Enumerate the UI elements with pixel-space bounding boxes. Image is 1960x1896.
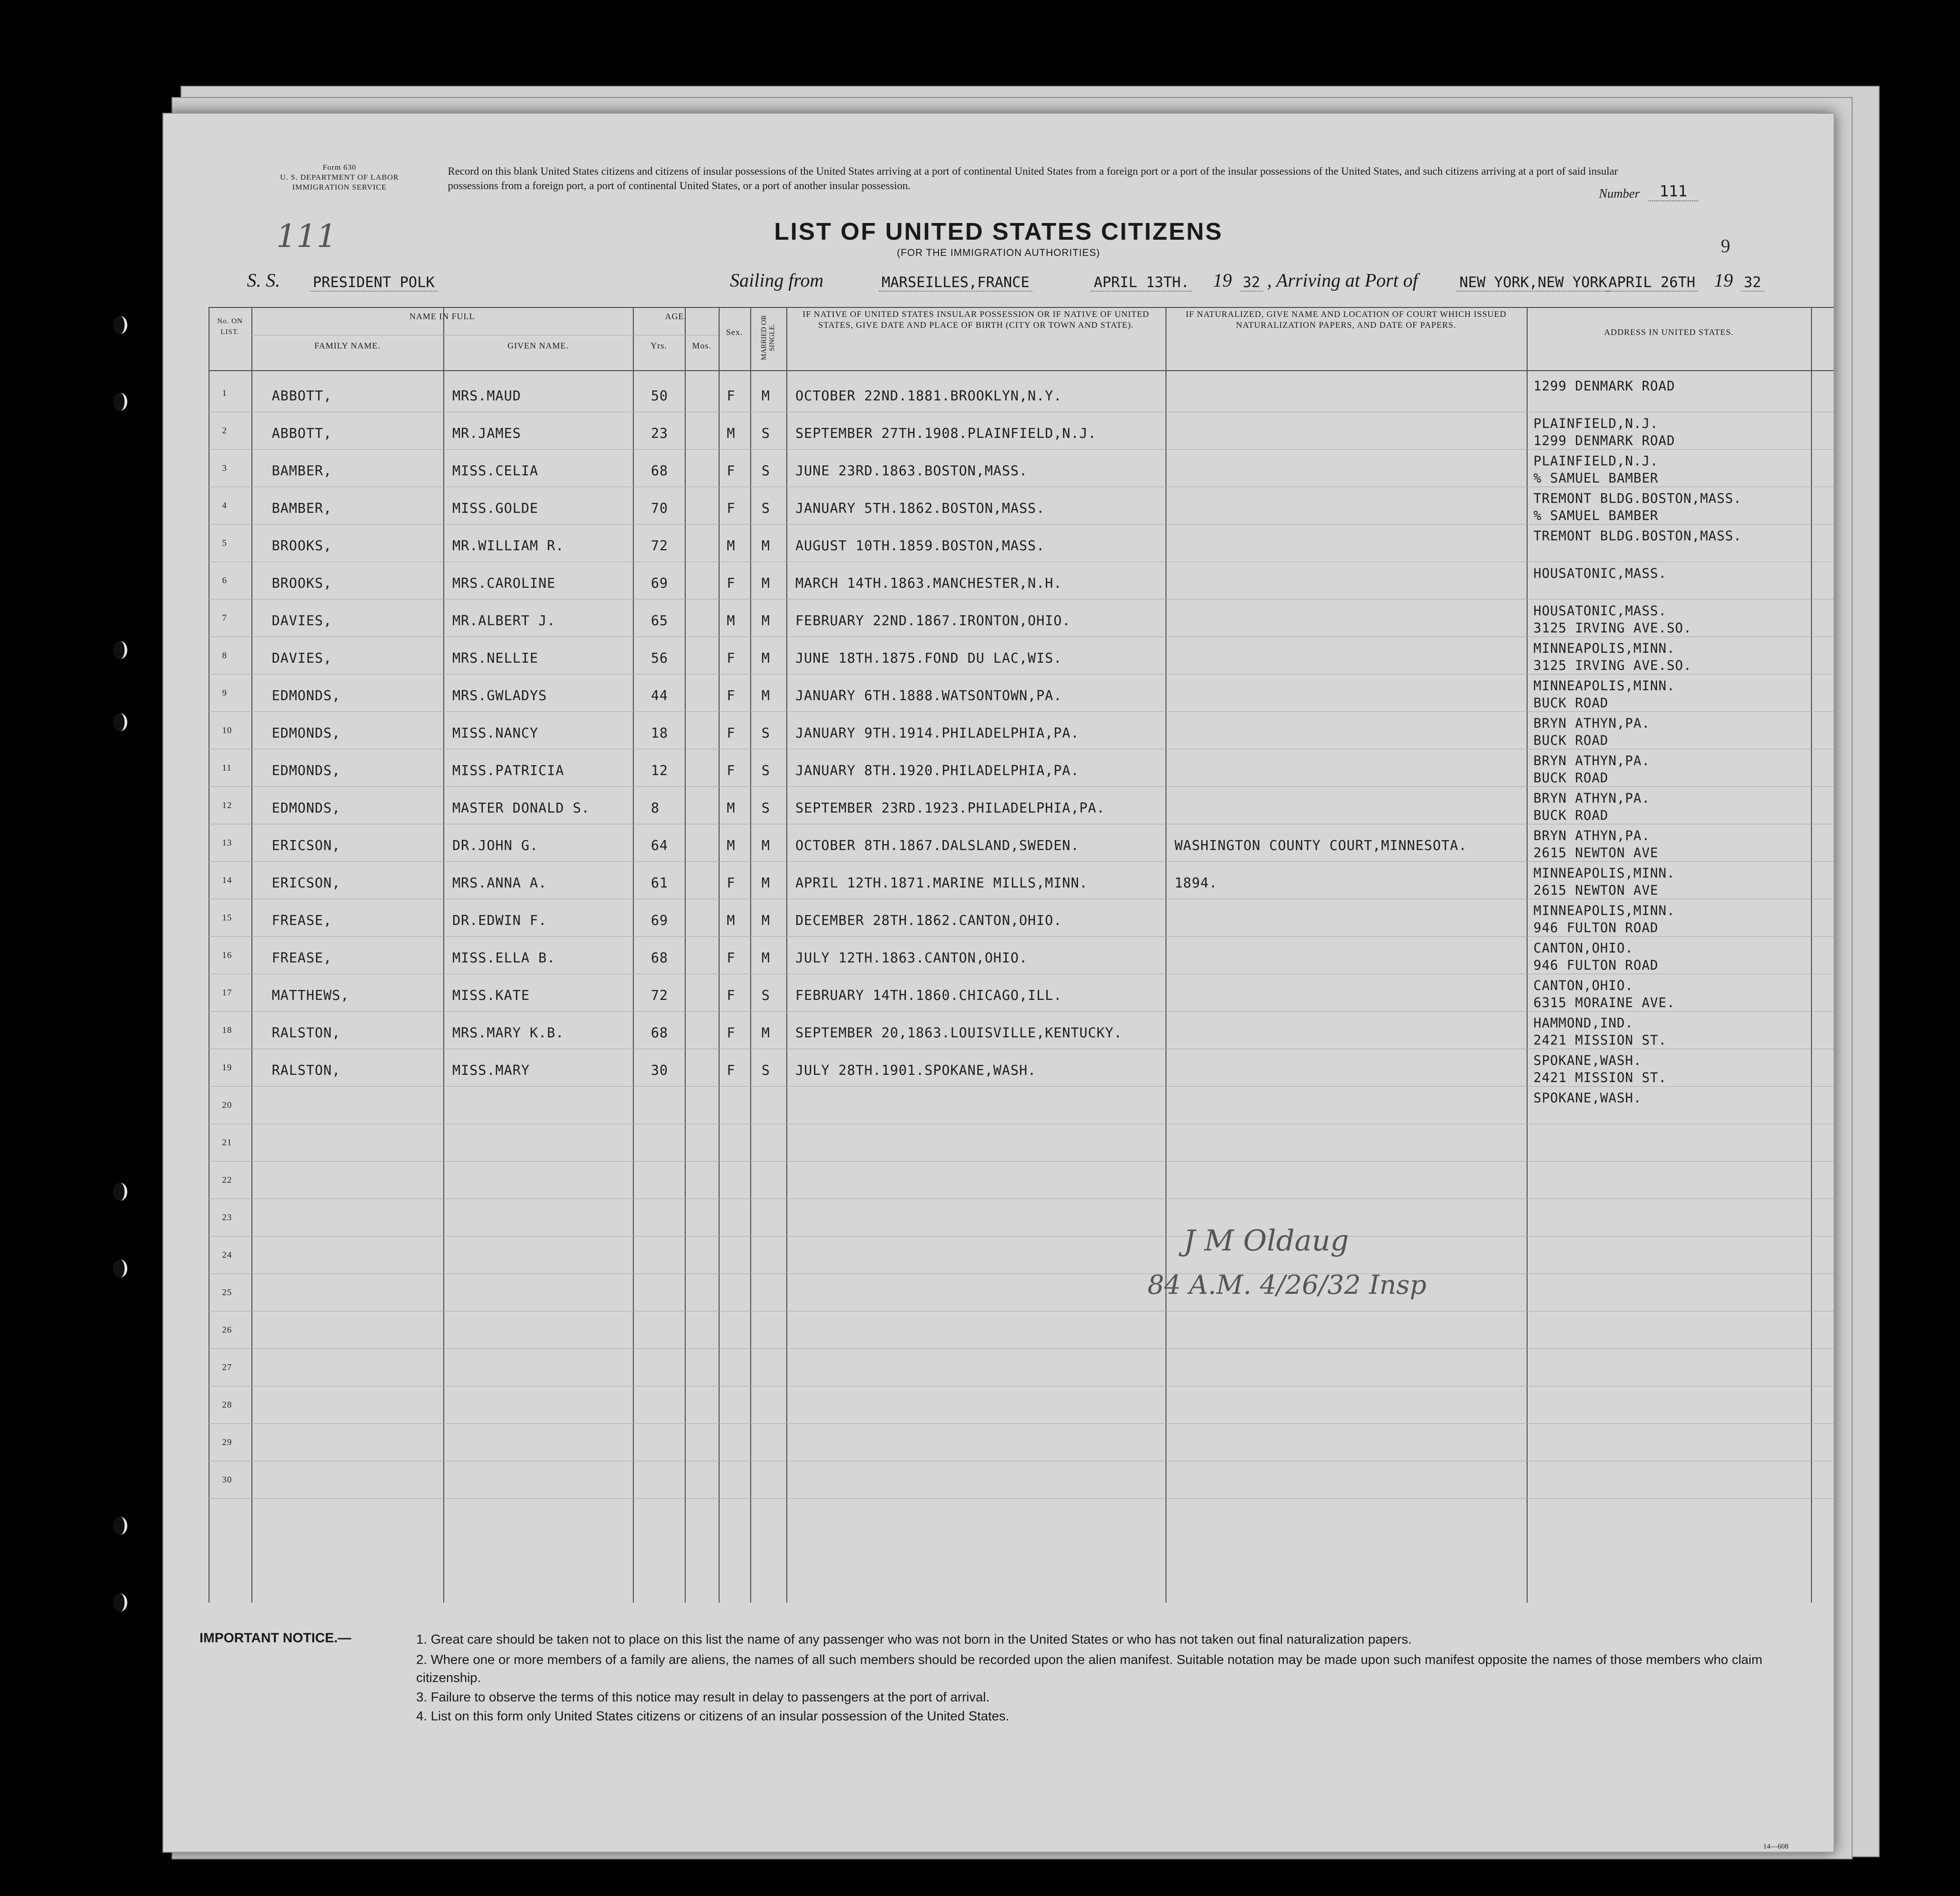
row-number: 24: [222, 1250, 232, 1260]
header-sex: Sex.: [726, 328, 743, 337]
birth-date-place: OCTOBER 22ND.1881.BROOKLYN,N.Y.: [795, 388, 1062, 404]
given-name: MISS.KATE: [452, 988, 530, 1004]
sailing-year: 32: [1240, 274, 1263, 292]
row-number: 20: [222, 1100, 232, 1110]
family-name: EDMONDS,: [272, 725, 341, 741]
address-line: MINNEAPOLIS,MINN.: [1533, 865, 1675, 881]
table-row: [209, 637, 1834, 674]
row-number: 1: [222, 388, 227, 398]
address-line: PLAINFIELD,N.J.: [1533, 453, 1658, 469]
service-name: IMMIGRATION SERVICE: [292, 183, 387, 191]
table-row: [209, 862, 1834, 899]
table-row: [209, 1349, 1834, 1386]
table-row: [209, 1236, 1834, 1274]
given-name: DR.JOHN G.: [452, 838, 539, 854]
given-name: DR.EDWIN F.: [452, 913, 547, 929]
sex: M: [727, 838, 736, 854]
family-name: RALSTON,: [272, 1063, 341, 1078]
family-name: BAMBER,: [272, 463, 332, 479]
birth-date-place: AUGUST 10TH.1859.BOSTON,MASS.: [795, 538, 1045, 554]
birth-date-place: SEPTEMBER 23RD.1923.PHILADELPHIA,PA.: [795, 800, 1105, 816]
address-line: MINNEAPOLIS,MINN.: [1533, 903, 1675, 918]
birth-date-place: OCTOBER 8TH.1867.DALSLAND,SWEDEN.: [795, 838, 1080, 854]
notice-item: 4. List on this form only United States citizens or citizens of an insular possession of the United States.: [416, 1709, 1009, 1724]
address-line: TREMONT BLDG.BOSTON,MASS.: [1533, 528, 1742, 544]
address-line: CANTON,OHIO.: [1533, 978, 1634, 993]
row-number: 28: [222, 1400, 232, 1410]
header-age: AGE.: [665, 312, 687, 321]
address-line: BRYN ATHYN,PA.: [1533, 753, 1650, 768]
address-line: % SAMUEL BAMBER: [1533, 470, 1658, 486]
family-name: DAVIES,: [272, 651, 332, 666]
age-years: 68: [651, 1025, 669, 1041]
number-label: Number: [1599, 187, 1640, 201]
age-years: 68: [651, 463, 669, 479]
table-row: [209, 412, 1834, 450]
table-row: [209, 1012, 1834, 1049]
given-name: MISS.CELIA: [452, 463, 539, 479]
given-name: MRS.ANNA A.: [452, 875, 547, 891]
address-line: MINNEAPOLIS,MINN.: [1533, 678, 1675, 693]
age-years: 61: [651, 875, 669, 891]
birth-date-place: FEBRUARY 14TH.1860.CHICAGO,ILL.: [795, 988, 1062, 1004]
marital-status: M: [762, 388, 771, 404]
family-name: DAVIES,: [272, 613, 332, 629]
age-years: 69: [651, 913, 669, 929]
row-number: 15: [222, 913, 232, 923]
address-line: 3125 IRVING AVE.SO.: [1533, 620, 1692, 636]
row-number: 25: [222, 1287, 232, 1297]
form-number: Form 630: [322, 163, 357, 172]
address-line: BRYN ATHYN,PA.: [1533, 828, 1650, 843]
address-line: 1299 DENMARK ROAD: [1533, 378, 1675, 394]
inspector-signature: J M Oldaug: [1184, 1224, 1349, 1258]
header-no-on-list: No. ON LIST.: [217, 317, 243, 336]
family-name: ABBOTT,: [272, 426, 332, 441]
table-row: [209, 487, 1834, 525]
marital-status: M: [762, 688, 771, 704]
header-months: Mos.: [692, 341, 711, 351]
table-row: [209, 1386, 1834, 1424]
birth-date-place: SEPTEMBER 27TH.1908.PLAINFIELD,N.J.: [795, 426, 1097, 441]
sailing-year-prefix: 19: [1213, 270, 1232, 291]
sex: F: [727, 725, 736, 741]
row-number: 18: [222, 1025, 232, 1035]
sex: M: [727, 800, 736, 816]
birth-date-place: JANUARY 5TH.1862.BOSTON,MASS.: [795, 501, 1045, 516]
table-row: [209, 599, 1834, 637]
table-row: [209, 450, 1834, 487]
sex: F: [727, 988, 736, 1004]
family-name: EDMONDS,: [272, 688, 341, 704]
row-number: 29: [222, 1437, 232, 1447]
address-line: HAMMOND,IND.: [1533, 1015, 1634, 1031]
age-years: 56: [651, 651, 669, 666]
row-number: 30: [222, 1475, 232, 1485]
age-years: 23: [651, 426, 669, 441]
arrival-year: 32: [1741, 274, 1764, 292]
age-years: 72: [651, 988, 669, 1004]
sailing-date: APRIL 13TH.: [1091, 274, 1192, 292]
address-line: BUCK ROAD: [1533, 770, 1609, 785]
family-name: EDMONDS,: [272, 800, 341, 816]
address-line: SPOKANE,WASH.: [1533, 1053, 1642, 1068]
table-row: [209, 899, 1834, 937]
marital-status: M: [762, 950, 771, 966]
list-number: 111: [1649, 182, 1698, 201]
arrival-date: APRIL 26TH: [1606, 274, 1698, 292]
naturalization: 1894.: [1175, 875, 1218, 891]
address-line: BRYN ATHYN,PA.: [1533, 790, 1650, 806]
birth-date-place: JUNE 18TH.1875.FOND DU LAC,WIS.: [795, 651, 1062, 666]
marital-status: M: [762, 875, 771, 891]
birth-date-place: JANUARY 8TH.1920.PHILADELPHIA,PA.: [795, 763, 1080, 779]
ship-prefix: S. S.: [247, 270, 280, 291]
marital-status: S: [762, 463, 771, 479]
sailing-port: MARSEILLES,FRANCE: [879, 274, 1032, 292]
header-family-name: FAMILY NAME.: [314, 341, 381, 351]
marital-status: M: [762, 576, 771, 591]
row-number: 19: [222, 1063, 232, 1073]
address-line: HOUSATONIC,MASS.: [1533, 566, 1667, 581]
binder-hole: [113, 641, 127, 659]
family-name: BAMBER,: [272, 501, 332, 516]
birth-date-place: SEPTEMBER 20,1863.LOUISVILLE,KENTUCKY.: [795, 1025, 1123, 1041]
given-name: MISS.PATRICIA: [452, 763, 564, 779]
family-name: ABBOTT,: [272, 388, 332, 404]
form-subtitle: (FOR THE IMMIGRATION AUTHORITIES): [896, 247, 1101, 258]
family-name: FREASE,: [272, 913, 332, 929]
given-name: MR.JAMES: [452, 426, 521, 441]
marital-status: M: [762, 1025, 771, 1041]
table-row: [209, 1049, 1834, 1087]
row-number: 4: [222, 501, 227, 511]
address-line: 946 FULTON ROAD: [1533, 920, 1658, 935]
naturalization: WASHINGTON COUNTY COURT,MINNESOTA.: [1175, 838, 1468, 854]
birth-date-place: MARCH 14TH.1863.MANCHESTER,N.H.: [795, 576, 1062, 591]
age-years: 18: [651, 725, 669, 741]
birth-date-place: JULY 28TH.1901.SPOKANE,WASH.: [795, 1063, 1036, 1078]
birth-date-place: FEBRUARY 22ND.1867.IRONTON,OHIO.: [795, 613, 1071, 629]
birth-date-place: JANUARY 6TH.1888.WATSONTOWN,PA.: [795, 688, 1062, 704]
row-number: 21: [222, 1138, 232, 1148]
address-line: 3125 IRVING AVE.SO.: [1533, 658, 1692, 673]
table-row: [209, 974, 1834, 1012]
family-name: ERICSON,: [272, 838, 341, 854]
family-name: ERICSON,: [272, 875, 341, 891]
marital-status: M: [762, 613, 771, 629]
address-line: BUCK ROAD: [1533, 733, 1609, 748]
sex: F: [727, 1063, 736, 1078]
header-name-in-full: NAME IN FULL: [409, 312, 475, 321]
marital-status: S: [762, 1063, 771, 1078]
given-name: MR.WILLIAM R.: [452, 538, 564, 554]
family-name: RALSTON,: [272, 1025, 341, 1041]
form-title: LIST OF UNITED STATES CITIZENS: [774, 218, 1223, 245]
marital-status: S: [762, 426, 771, 441]
table-row: [209, 749, 1834, 787]
ship-name: PRESIDENT POLK: [310, 274, 437, 292]
row-number: 7: [222, 613, 227, 623]
marital-status: S: [762, 988, 771, 1004]
row-number: 3: [222, 463, 227, 473]
address-line: % SAMUEL BAMBER: [1533, 508, 1658, 523]
age-years: 64: [651, 838, 669, 854]
sex: F: [727, 501, 736, 516]
sex: F: [727, 763, 736, 779]
table-row: [209, 1424, 1834, 1461]
row-number: 16: [222, 950, 232, 960]
row-number: 9: [222, 688, 227, 698]
age-years: 72: [651, 538, 669, 554]
family-name: FREASE,: [272, 950, 332, 966]
arrival-year-prefix: 19: [1714, 270, 1733, 291]
footer-form-code: 14—608: [1763, 1843, 1788, 1850]
arrival-port: NEW YORK,NEW YORK: [1457, 274, 1610, 292]
address-line: BUCK ROAD: [1533, 695, 1609, 711]
given-name: MISS.MARY: [452, 1063, 530, 1078]
sex: M: [727, 538, 736, 554]
corner-handwritten-number: 9: [1721, 236, 1730, 257]
birth-date-place: APRIL 12TH.1871.MARINE MILLS,MINN.: [795, 875, 1088, 891]
header-years: Yrs.: [650, 341, 667, 351]
table-row: [209, 674, 1834, 712]
family-name: EDMONDS,: [272, 763, 341, 779]
form-instructions: Record on this blank United States citizens and citizens of insular possessions of the United States arriving at a port of continental United States from a foreign port or a port of the insular possessions of the United States, and such citizens arriving at a port of said insular possessions from a foreign port, a port of continental United States, or a port of another insular possession.: [448, 166, 1618, 192]
address-line: MINNEAPOLIS,MINN.: [1533, 641, 1675, 656]
row-number: 23: [222, 1213, 232, 1222]
sailing-label: Sailing from: [730, 270, 824, 291]
given-name: MRS.MAUD: [452, 388, 521, 404]
marital-status: S: [762, 763, 771, 779]
sex: F: [727, 388, 736, 404]
notice-item: 1. Great care should be taken not to place on this list the name of any passenger who was not born in the United States or who has not taken out final naturalization papers.: [416, 1632, 1412, 1647]
marital-status: S: [762, 501, 771, 516]
marital-status: M: [762, 838, 771, 854]
row-number: 2: [222, 426, 227, 436]
address-line: BRYN ATHYN,PA.: [1533, 716, 1650, 731]
marital-status: M: [762, 651, 771, 666]
row-number: 27: [222, 1362, 232, 1372]
given-name: MISS.GOLDE: [452, 501, 539, 516]
table-row: [209, 525, 1834, 562]
given-name: MR.ALBERT J.: [452, 613, 556, 629]
table-row: [209, 937, 1834, 974]
row-number: 10: [222, 725, 232, 735]
notice-item: 3. Failure to observe the terms of this notice may result in delay to passengers at the port of arrival.: [416, 1690, 990, 1705]
notice-heading: IMPORTANT NOTICE.—: [200, 1631, 352, 1645]
table-row: [209, 1162, 1834, 1199]
table-row: [209, 824, 1834, 862]
given-name: MRS.GWLADYS: [452, 688, 547, 704]
address-line: 2615 NEWTON AVE: [1533, 883, 1658, 898]
sex: F: [727, 651, 736, 666]
given-name: MRS.NELLIE: [452, 651, 539, 666]
family-name: MATTHEWS,: [272, 988, 349, 1004]
given-name: MRS.MARY K.B.: [452, 1025, 564, 1041]
age-years: 8: [651, 800, 660, 816]
sex: F: [727, 950, 736, 966]
row-number: 11: [222, 763, 232, 773]
given-name: MISS.NANCY: [452, 725, 539, 741]
birth-date-place: JANUARY 9TH.1914.PHILADELPHIA,PA.: [795, 725, 1080, 741]
address-line: PLAINFIELD,N.J.: [1533, 416, 1658, 431]
row-number: 22: [222, 1175, 232, 1185]
address-line: CANTON,OHIO.: [1533, 940, 1634, 956]
header-address: ADDRESS IN UNITED STATES.: [1604, 328, 1734, 337]
binder-hole: [113, 1259, 127, 1278]
age-years: 69: [651, 576, 669, 591]
address-line: 6315 MORAINE AVE.: [1533, 995, 1675, 1010]
age-years: 68: [651, 950, 669, 966]
sex: F: [727, 875, 736, 891]
table-row: [209, 562, 1834, 599]
given-name: MASTER DONALD S.: [452, 800, 590, 816]
age-years: 12: [651, 763, 669, 779]
row-number: 26: [222, 1325, 232, 1335]
voyage-line: [247, 267, 1804, 294]
sex: F: [727, 463, 736, 479]
header-birth: IF NATIVE OF UNITED STATES INSULAR POSSESSION OR IF NATIVE OF UNITED STATES, GIVE DATE AND PLACE OF BIRTH (CITY OR TOWN AND STATE).: [803, 310, 1149, 330]
address-line: TREMONT BLDG.BOSTON,MASS.: [1533, 491, 1742, 506]
given-name: MISS.ELLA B.: [452, 950, 556, 966]
address-line: 1299 DENMARK ROAD: [1533, 433, 1675, 448]
address-line: BUCK ROAD: [1533, 808, 1609, 823]
row-number: 8: [222, 651, 227, 660]
header-naturalized: IF NATURALIZED, GIVE NAME AND LOCATION OF COURT WHICH ISSUED NATURALIZATION PAPERS, AND DATE OF PAPERS.: [1185, 310, 1507, 330]
address-line: HOUSATONIC,MASS.: [1533, 603, 1667, 618]
table-row: [209, 1087, 1834, 1124]
table-row: [209, 375, 1834, 412]
header-given-name: GIVEN NAME.: [507, 341, 569, 351]
birth-date-place: JULY 12TH.1863.CANTON,OHIO.: [795, 950, 1028, 966]
age-years: 44: [651, 688, 669, 704]
arriving-label: , Arriving at Port of: [1267, 270, 1418, 291]
margin-handwritten-number: 111: [276, 218, 337, 255]
address-line: 2421 MISSION ST.: [1533, 1070, 1667, 1085]
table-row: [209, 712, 1834, 749]
table-row: [209, 1274, 1834, 1311]
header-married-single: MARRIED OR SINGLE.: [760, 315, 776, 361]
table-row: [209, 1311, 1834, 1349]
row-number: 6: [222, 576, 227, 586]
age-years: 50: [651, 388, 669, 404]
given-name: MRS.CAROLINE: [452, 576, 556, 591]
binder-hole: [113, 393, 127, 411]
row-number: 5: [222, 538, 227, 548]
address-line: SPOKANE,WASH.: [1533, 1090, 1642, 1106]
family-name: BROOKS,: [272, 538, 332, 554]
marital-status: S: [762, 800, 771, 816]
age-years: 70: [651, 501, 669, 516]
address-line: 946 FULTON ROAD: [1533, 957, 1658, 973]
row-number: 13: [222, 838, 232, 848]
manifest-page: [163, 113, 1835, 1853]
sex: F: [727, 688, 736, 704]
binder-hole: [113, 1517, 127, 1535]
address-line: 2421 MISSION ST.: [1533, 1032, 1667, 1048]
family-name: BROOKS,: [272, 576, 332, 591]
form-identifier: [265, 163, 414, 192]
binder-hole: [113, 1594, 127, 1612]
birth-date-place: DECEMBER 28TH.1862.CANTON,OHIO.: [795, 913, 1062, 929]
department-name: U. S. DEPARTMENT OF LABOR: [280, 173, 399, 181]
sex: M: [727, 613, 736, 629]
marital-status: M: [762, 913, 771, 929]
sex: F: [727, 576, 736, 591]
table-row: [209, 1461, 1834, 1499]
marital-status: S: [762, 725, 771, 741]
table-row: [209, 787, 1834, 824]
notice-item: 2. Where one or more members of a family are aliens, the names of all such members should be recorded upon the alien manifest. Suitable notation may be made upon such manifest opposite the names of those members who claim citizenship.: [416, 1653, 1763, 1685]
table-row: [209, 1124, 1834, 1162]
inspection-annotation: 84 A.M. 4/26/32 Insp: [1147, 1269, 1427, 1300]
birth-date-place: JUNE 23RD.1863.BOSTON,MASS.: [795, 463, 1028, 479]
binder-hole: [113, 1183, 127, 1201]
binder-hole: [113, 316, 127, 334]
age-years: 30: [651, 1063, 669, 1078]
table-row: [209, 1199, 1834, 1236]
row-number: 12: [222, 800, 232, 810]
binder-hole: [113, 713, 127, 731]
row-number: 17: [222, 988, 232, 998]
sex: F: [727, 1025, 736, 1041]
passenger-table: [209, 307, 1834, 1603]
sex: M: [727, 426, 736, 441]
marital-status: M: [762, 538, 771, 554]
age-years: 65: [651, 613, 669, 629]
row-number: 14: [222, 875, 232, 885]
address-line: 2615 NEWTON AVE: [1533, 845, 1658, 860]
sex: M: [727, 913, 736, 929]
